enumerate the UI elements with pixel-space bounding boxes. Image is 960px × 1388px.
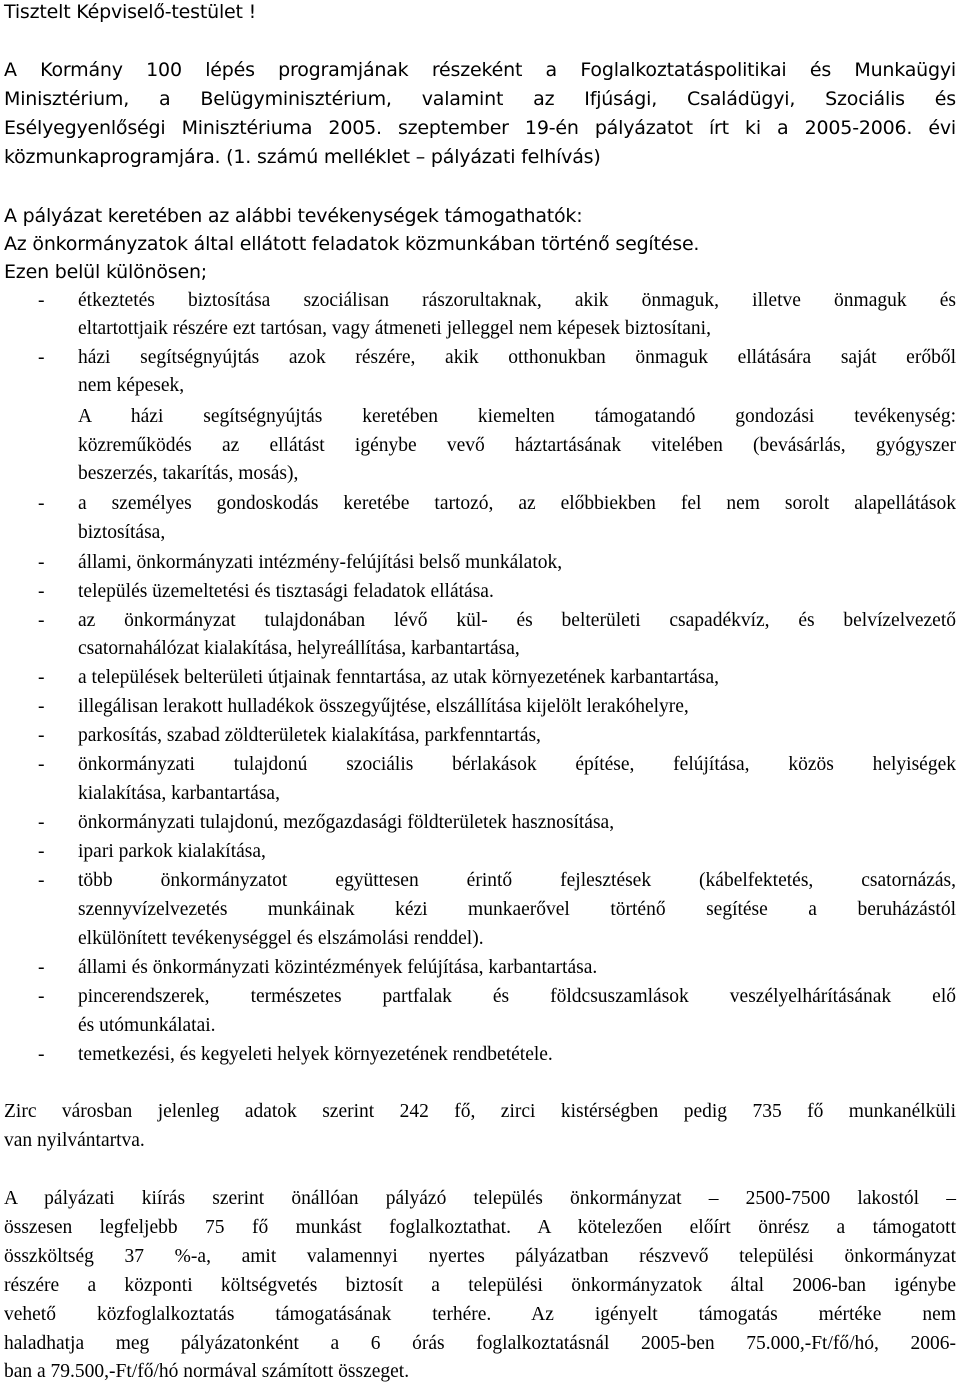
support-line: Ezen belül különösen;	[4, 261, 208, 283]
list-dash: -	[38, 290, 45, 311]
list-item-line: önkormányzati tulajdonú, mezőgazdasági földterületek hasznosítása,	[78, 812, 615, 833]
list-dash: -	[38, 841, 45, 862]
list-dash: -	[38, 581, 45, 602]
list-item-line: és utómunkálatai.	[78, 1015, 216, 1036]
list-item-line: a személyes gondoskodás keretébe tartozó, az előbbiekben fel nem sorolt alapellátások	[78, 493, 956, 514]
list-item-line: eltartottjaik részére ezt tartósan, vagy átmeneti jelleggel nem képesek biztosítani,	[78, 318, 711, 339]
list-item-line: illegálisan lerakott hulladékok összegyűjtése, elszállítása kijelölt lerakóhelyre,	[78, 696, 689, 717]
list-dash: -	[38, 610, 45, 631]
list-item-line: pincerendszerek, természetes partfalak és földcsuszamlások veszélyelhárításának elő	[78, 986, 956, 1007]
salutation: Tisztelt Képviselő-testület !	[4, 1, 257, 23]
list-item-line: nem képesek,	[78, 375, 185, 396]
list-dash: -	[38, 667, 45, 688]
list-item-line: házi segítségnyújtás azok részére, akik otthonukban önmaguk ellátására saját erőből	[78, 347, 956, 368]
list-dash: -	[38, 812, 45, 833]
list-item-line: kialakítása, karbantartása,	[78, 783, 280, 804]
conditions-line: összesen legfeljebb 75 fő munkást foglalkoztathat. A kötelezően előírt önrész a támogatott	[4, 1217, 956, 1238]
list-dash: -	[38, 1044, 45, 1065]
list-item-line: elkülönített tevékenységgel és elszámolási renddel).	[78, 928, 484, 949]
conditions-line: részére a központi költségvetés biztosít a települési önkormányzatok által 2006-ban igénybe	[4, 1275, 956, 1296]
list-dash: -	[38, 347, 45, 368]
list-dash: -	[38, 725, 45, 746]
conditions-line: haladhatja meg pályázatonként a 6 órás foglalkoztatásnál 2005-ben 75.000,-Ft/fő/hó, 2006-	[4, 1333, 956, 1354]
list-item-line: az önkormányzat tulajdonában lévő kül- és belterületi csapadékvíz, és belvízelvezető	[78, 610, 956, 631]
list-item-line: biztosítása,	[78, 522, 166, 543]
list-dash: -	[38, 696, 45, 717]
list-dash: -	[38, 754, 45, 775]
list-dash: -	[38, 870, 45, 891]
conditions-line: A pályázati kiírás szerint önállóan pályázó település önkormányzat – 2500-7500 lakostól –	[4, 1188, 956, 1209]
conditions-line: ban a 79.500,-Ft/fő/hó normával számított összeget.	[4, 1361, 410, 1382]
list-dash: -	[38, 986, 45, 1007]
list-item-line: beszerzés, takarítás, mosás),	[78, 463, 299, 484]
list-item-line: állami és önkormányzati közintézmények felújítása, karbantartása.	[78, 957, 598, 978]
list-dash: -	[38, 957, 45, 978]
list-item-line: önkormányzati tulajdonú szociális bérlakások építése, felújítása, közös helyiségek	[78, 754, 956, 775]
list-item-line: több önkormányzatot együttesen érintő fejlesztések (kábelfektetés, csatornázás,	[78, 870, 956, 891]
list-item-line: település üzemeltetési és tisztasági feladatok ellátása.	[78, 581, 494, 602]
list-item-line: csatornahálózat kialakítása, helyreállítása, karbantartása,	[78, 638, 520, 659]
conditions-line: összköltség 37 %-a, amit valamennyi nyertes pályázatban részvevő települési önkormányzat	[4, 1246, 956, 1267]
list-item-line: A házi segítségnyújtás keretében kiemelten támogatandó gondozási tevékenység:	[78, 406, 956, 427]
unemployment-line: van nyilvántartva.	[4, 1130, 145, 1151]
unemployment-line: Zirc városban jelenleg adatok szerint 242 fő, zirci kistérségben pedig 735 fő munkanélküli	[4, 1101, 956, 1122]
list-item-line: ipari parkok kialakítása,	[78, 841, 266, 862]
list-item-line: temetkezési, és kegyeleti helyek környezetének rendbetétele.	[78, 1044, 553, 1065]
intro-line: Esélyegyenlőségi Minisztériuma 2005. szeptember 19-én pályázatot írt ki a 2005-2006. évi	[4, 117, 956, 139]
support-line: A pályázat keretében az alábbi tevékenységek támogathatók:	[4, 205, 583, 227]
list-dash: -	[38, 493, 45, 514]
intro-line: közmunkaprogramjára. (1. számú melléklet – pályázati felhívás)	[4, 146, 601, 168]
conditions-line: vehető közfoglalkoztatás támogatásának terhére. Az igényelt támogatás mértéke nem	[4, 1304, 956, 1325]
list-dash: -	[38, 552, 45, 573]
list-item-line: szennyvízelvezetés munkáinak kézi munkaerővel történő segítése a beruházástól	[78, 899, 956, 920]
list-item-line: étkeztetés biztosítása szociálisan rászorultaknak, akik önmaguk, illetve önmaguk és	[78, 290, 956, 311]
list-item-line: a települések belterületi útjainak fenntartása, az utak környezetének karbantartása,	[78, 667, 720, 688]
intro-line: Minisztérium, a Belügyminisztérium, valamint az Ifjúsági, Családügyi, Szociális és	[4, 88, 956, 110]
list-item-line: állami, önkormányzati intézmény-felújítási belső munkálatok,	[78, 552, 563, 573]
intro-line: A Kormány 100 lépés programjának részeként a Foglalkoztatáspolitikai és Munkaügyi	[4, 59, 956, 81]
list-item-line: közreműködés az ellátást igénybe vevő háztartásának vitelében (bevásárlás, gyógyszer	[78, 435, 956, 456]
support-line: Az önkormányzatok által ellátott feladatok közmunkában történő segítése.	[4, 233, 700, 255]
list-item-line: parkosítás, szabad zöldterületek kialakítása, parkfenntartás,	[78, 725, 541, 746]
